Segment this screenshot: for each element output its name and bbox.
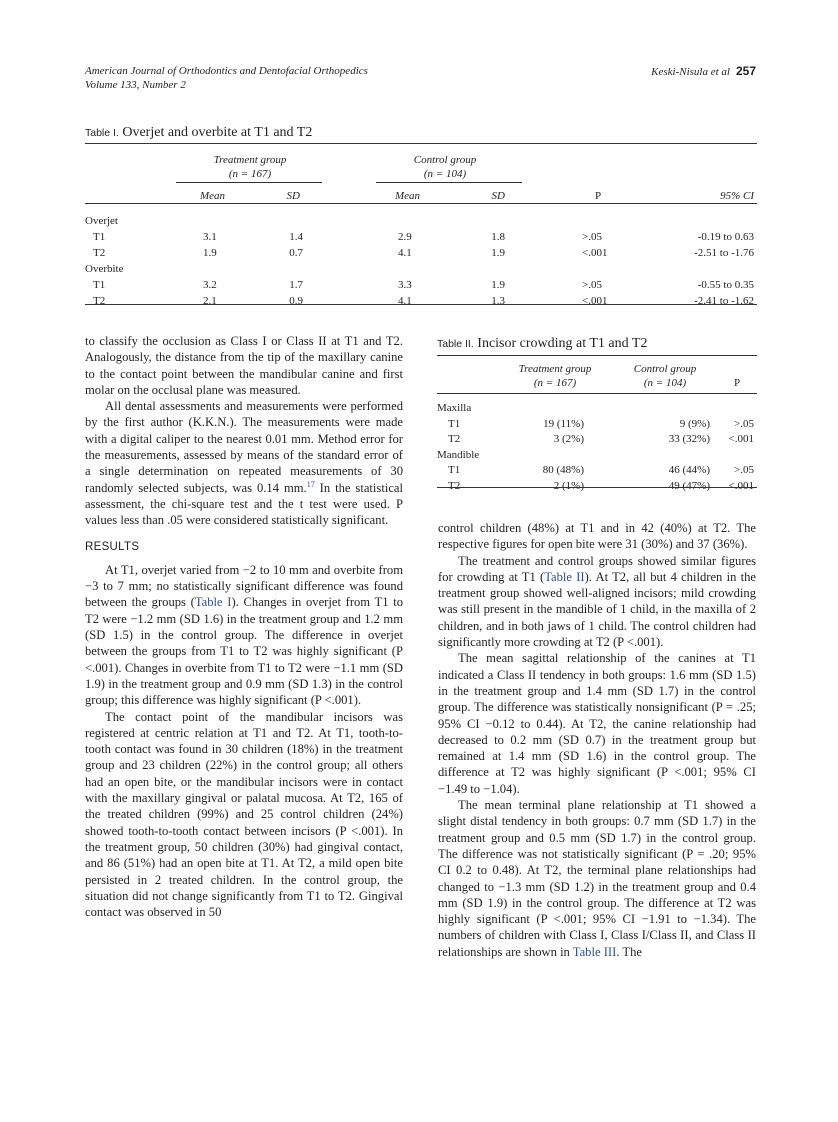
table1-cell: >.05 — [582, 279, 602, 291]
journal-name: American Journal of Orthodontics and Dentofacial Orthopedics — [85, 65, 368, 77]
table2-cell: 46 (44%) — [668, 464, 710, 476]
table1-cell: 4.1 — [398, 247, 412, 259]
table2-cell: T2 — [448, 433, 461, 445]
table1-cell: -2.51 to -1.76 — [694, 247, 754, 259]
paragraph: At T1, overjet varied from −2 to 10 mm and overbite from −3 to 7 mm; no statistically significant difference was found between the groups (Table I). Changes in overjet from T1 to T2 were −1.2 mm (SD 1.6) in the treatment group and 1.2 mm (SD 1.5) in the control group. The difference in overjet between the groups from T1 to T2 was highly significant (P <.001). Changes in overbite from T1 to T2 were −1.1 mm (SD 1.9) in the treatment group and 0.9 mm (SD 1.3) in the control group; this difference was highly significant (P <.001). — [85, 562, 403, 708]
table1-col-header: P — [594, 190, 602, 202]
table1-cell: 1.9 — [203, 247, 217, 259]
table1-cell: -0.55 to 0.35 — [697, 279, 754, 291]
table1-cell: 1.8 — [491, 231, 505, 243]
table1-cell: >.05 — [582, 231, 602, 243]
table2-header-rule — [437, 393, 757, 394]
journal-volume: Volume 133, Number 2 — [85, 79, 186, 91]
table1-cell: T2 — [93, 247, 106, 259]
table1-cell: 3.1 — [203, 231, 217, 243]
table2-group2: Control group (n = 104) — [633, 363, 697, 389]
paragraph: The treatment and control groups showed similar figures for crowding at T1 (Table II). At T2, all but 4 children in the treatment group showed well-aligned incisors; mild crowding was still present in the mandible of 1 child, in the maxilla of 2 children, and in both jaws of 1 child. The control children had significantly more crowding at T2 (P <.001). — [438, 553, 756, 650]
table1-col-header: 95% CI — [720, 190, 754, 202]
table1-section-label: Overbite — [85, 263, 124, 275]
paragraph: All dental assessments and measurements were performed by the first author (K.K.N.). The measurements were made with a digital caliper to the nearest 0.01 mm. Method error for the measurements, assessed by means of the standard error of a single determination on repeated measurements of 30 randomly selected subjects, was 0.14 mm.$^{17}$ In the statistical assessment, the chi-square test and the t test were used. P values less than .05 were considered statistically significant. — [85, 399, 403, 528]
table1-cell: 1.9 — [491, 247, 505, 259]
table2-cell: 2 (1%) — [553, 479, 584, 492]
table2-cell: T2 — [448, 479, 461, 492]
running-header-left — [85, 64, 368, 92]
table2-group1: Treatment group (n = 167) — [518, 363, 592, 389]
table1-group2: Control group (n = 104) — [413, 154, 477, 180]
table1-cell: 1.3 — [491, 295, 505, 307]
table1-header-rule — [85, 203, 757, 204]
table2-link[interactable]: Table II — [544, 569, 585, 584]
table1-cell: 2.1 — [203, 295, 217, 307]
table2-cell: 33 (32%) — [668, 433, 710, 445]
table1-title: Overjet and overbite at T1 and T2 — [122, 125, 313, 140]
table2-cell: 9 (9%) — [679, 417, 710, 430]
table1-cell: 3.2 — [203, 279, 217, 291]
table1-section-label: Overjet — [85, 215, 118, 227]
table2-p-header: P — [734, 377, 741, 389]
table1-top-rule — [85, 143, 757, 144]
left-column — [85, 333, 403, 920]
page-number: 257 — [735, 64, 756, 78]
authors: Keski-Nisula et al — [651, 66, 730, 78]
table2-cell: 19 (11%) — [543, 417, 584, 430]
table1-col-header: Mean — [395, 190, 421, 202]
table1-cell: T1 — [93, 279, 106, 291]
table2-section-label: Mandible — [437, 448, 480, 461]
table1-cell: <.001 — [582, 247, 608, 259]
table1-cell: 0.7 — [289, 247, 303, 259]
table1-cell: 1.4 — [289, 231, 303, 243]
table1-cell: -0.19 to 0.63 — [697, 231, 754, 243]
paragraph: control children (48%) at T1 and in 42 (40%) at T2. The respective figures for open bite were 31 (30%) and 37 (36%). — [438, 521, 756, 552]
table1-col-header: Mean — [200, 190, 226, 202]
table1-cell: 1.7 — [289, 279, 303, 291]
table2-cell: <.001 — [728, 479, 754, 492]
table2-cell: >.05 — [734, 464, 754, 476]
table2-label: Table II. — [437, 338, 474, 350]
paragraph: The mean sagittal relationship of the canines at T1 indicated a Class II tendency in both groups: 1.6 mm (SD 1.5) in the treatment group and 1.4 mm (SD 1.7) in the control group. The difference was statistically nonsignificant (P = .25; 95% CI −0.12 to 0.44). At T2, the canine relationship had decreased to 0.2 mm (SD 0.7) in the treatment group but remained at 1.4 mm (SD 1.6) in the control group. The difference at T2 was highly significant (P <.001; 95% CI −1.49 to −1.04). — [438, 651, 756, 796]
table1-cell: -2.41 to -1.62 — [694, 295, 754, 307]
table2-bottom-rule — [437, 487, 757, 488]
right-column — [438, 520, 756, 960]
table2-cell: T1 — [448, 464, 461, 476]
table3-link[interactable]: Table III — [572, 944, 617, 959]
table2-cell: 49 (47%) — [668, 479, 710, 492]
paragraph: The contact point of the mandibular incisors was registered at centric relation at T1 and T2. At T1, tooth-to-tooth contact was found in 30 children (18%) in the treatment group and 23 children (22%) in the control group; all others had an open bite, or the mandibular incisors were in contact with the maxillary gingival or palatal mucosa. At T2, 165 of the treated children (99%) and 25 control children (24%) showed tooth-to-tooth contact between incisors (P <.001). In the treatment group, 50 children (30%) had gingival contact, and 86 (51%) had an open bite at T1. At T2, a mild open bite persisted in 2 treated children. In the control group, the situation did not change significantly from T1 to T2. Gingival contact was observed in 50 — [85, 709, 403, 920]
table2-cell: 3 (2%) — [553, 433, 584, 445]
table1-cell: 0.9 — [289, 295, 303, 307]
table1-cell: <.001 — [582, 295, 608, 307]
table1-cell: 4.1 — [398, 295, 412, 307]
reference-17[interactable]: 17 — [306, 479, 315, 489]
table1-group2-rule — [376, 182, 522, 183]
table1-cell: 1.9 — [491, 279, 505, 291]
table1-label: Table I. — [85, 127, 119, 139]
paragraph: to classify the occlusion as Class I or Class II at T1 and T2. Analogously, the distance from the tip of the maxillary canine to the contact point between the mandibular canine and first molar on the occlusal plane was measured. — [85, 334, 403, 397]
table1-col-header: SD — [491, 190, 505, 202]
running-header-right — [651, 64, 756, 79]
table1-bottom-rule — [85, 304, 757, 305]
table2-title: Incisor crowding at T1 and T2 — [477, 336, 648, 351]
table2-section-label: Maxilla — [437, 402, 472, 414]
table2-cell: T1 — [448, 417, 461, 430]
table2-cell: <.001 — [728, 433, 754, 445]
table1-link[interactable]: Table I — [194, 595, 232, 610]
paragraph: The mean terminal plane relationship at T1 showed a slight distal tendency in both groups: 0.7 mm (SD 1.7) in the treatment group and 0.5 mm (SD 1.7) in the control group. The difference was not statistically significant (P = .20; 95% CI 0.2 to 0.48). At T2, the terminal plane relationships had changed to −1.3 mm (SD 1.2) in the treatment group and 0.4 mm (SD 1.9) in the control group. The difference at T2 was highly significant (P <.001; 95% CI −1.91 to −1.34). The numbers of children with Class I, Class I/Class II, and Class II relationships are shown in Table III. The — [438, 798, 756, 959]
table2-caption — [437, 336, 647, 352]
table1-caption — [85, 125, 312, 141]
table2-cell: >.05 — [734, 417, 754, 430]
table1-col-header: SD — [286, 190, 300, 202]
table1-cell: 2.9 — [398, 231, 412, 243]
table2-cell: 80 (48%) — [542, 464, 584, 476]
table1-cell: 3.3 — [398, 279, 412, 291]
table2-top-rule — [437, 355, 757, 356]
section-heading-results: RESULTS — [85, 540, 140, 553]
table1-group1-rule — [176, 182, 322, 183]
table1-cell: T1 — [93, 231, 106, 243]
table1-cell: T2 — [93, 295, 106, 307]
table1-group1: Treatment group (n = 167) — [213, 154, 287, 180]
